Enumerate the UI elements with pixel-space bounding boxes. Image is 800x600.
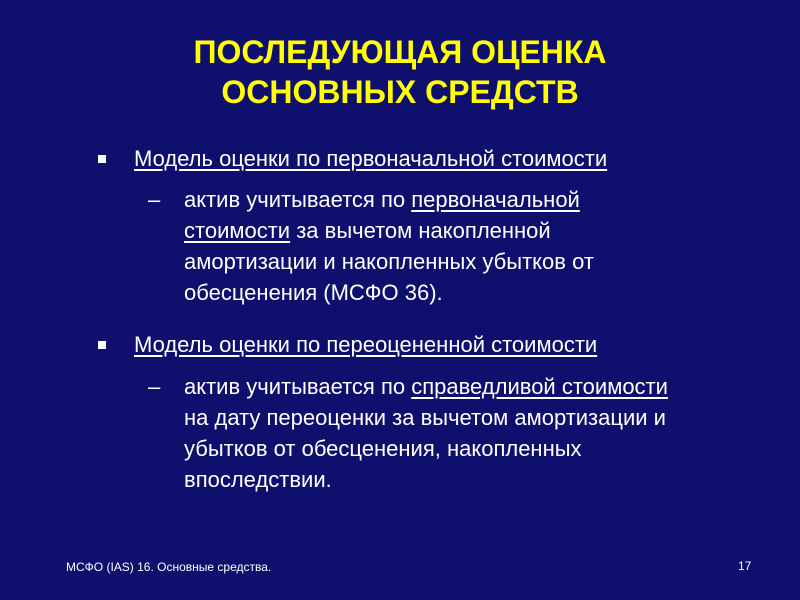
text-segment: за вычетом накопленной [290, 218, 551, 243]
sub-bullet-line [184, 184, 784, 215]
sub-bullet-line: на дату переоценки за вычетом амортизации и [184, 405, 666, 430]
text-segment: актив учитывается по [184, 187, 412, 212]
square-bullet-icon [98, 155, 106, 163]
sub-bullet-line: амортизации и накопленных убытков от [184, 249, 594, 274]
bullet-cost-model [98, 144, 778, 174]
dash-marker: – [148, 187, 161, 212]
bullet-heading: Модель оценки по первоначальной стоимости [134, 146, 608, 171]
text-segment: актив учитывается по [184, 374, 412, 399]
bullet-revaluation-model [98, 330, 778, 360]
sub-bullet-line [184, 371, 784, 402]
sub-bullet-line: обесценения (МСФО 36). [184, 280, 443, 305]
sub-bullet-text [184, 371, 784, 495]
slide-footer: МСФО (IAS) 16. Основные средства. [66, 560, 272, 574]
slide-title-line-2: ОСНОВНЫХ СРЕДСТВ [221, 74, 579, 110]
page-number: 17 [738, 559, 752, 573]
slide-title-line-1: ПОСЛЕДУЮЩАЯ ОЦЕНКА [193, 34, 607, 70]
sub-bullet-line: убытков от обесценения, накопленных [184, 436, 582, 461]
sub-bullet-revaluation-model [148, 371, 788, 501]
square-bullet-icon [98, 341, 106, 349]
bullet-heading: Модель оценки по переоцененной стоимости [134, 332, 598, 357]
sub-bullet-cost-model [148, 184, 788, 314]
sub-bullet-line: впоследствии. [184, 467, 332, 492]
underlined-term: первоначальной [411, 187, 580, 212]
sub-bullet-text [184, 184, 784, 308]
sub-bullet-line [184, 215, 784, 246]
underlined-term: стоимости [184, 218, 291, 243]
underlined-term: справедливой стоимости [411, 374, 668, 399]
slide-title [0, 32, 800, 112]
dash-marker: – [148, 374, 161, 399]
